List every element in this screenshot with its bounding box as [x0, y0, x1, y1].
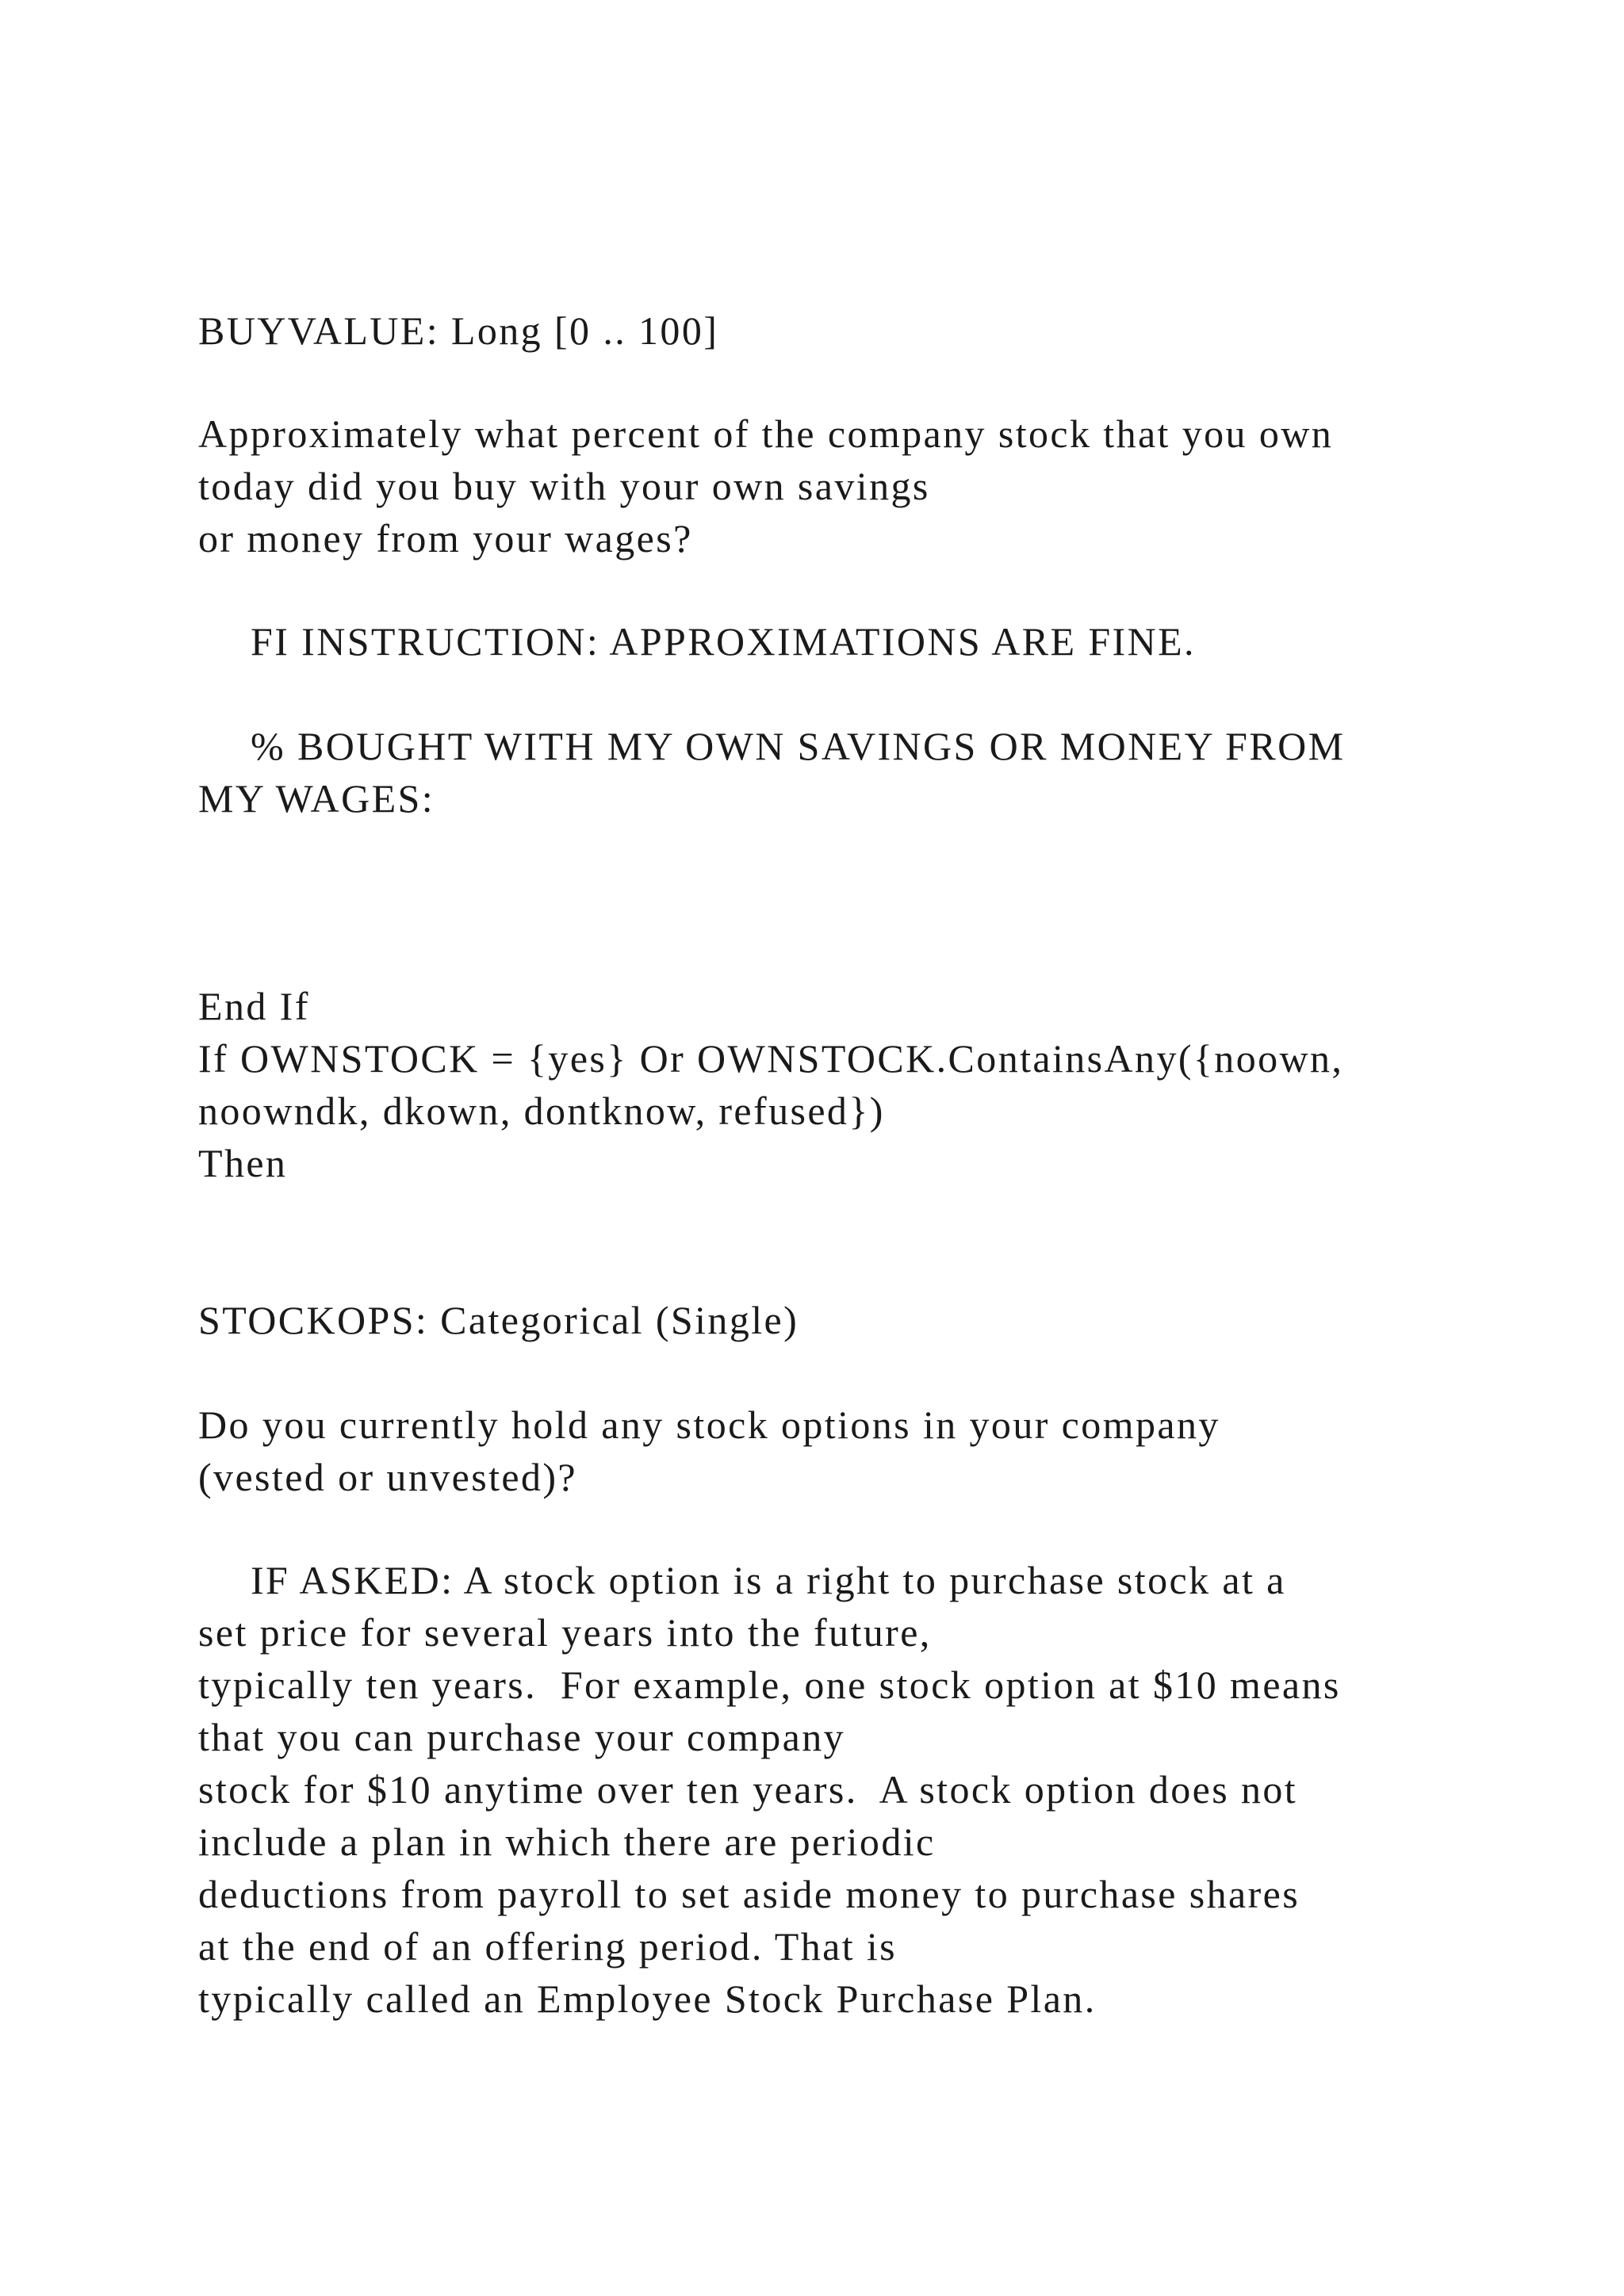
logic-then: Then [198, 1141, 288, 1185]
response-label-line: MY WAGES: [198, 776, 435, 821]
if-asked-note-line: set price for several years into the future, [198, 1610, 932, 1655]
logic-condition-line: noowndk, dkown, dontknow, refused}) [198, 1089, 885, 1133]
question-text-line: Approximately what percent of the company stock that you own [198, 411, 1334, 456]
question-text-line: today did you buy with your own savings [198, 464, 930, 508]
question-header-stockops: STOCKOPS: Categorical (Single) [198, 1298, 799, 1342]
if-asked-note-line: that you can purchase your company [198, 1715, 846, 1759]
question-text-line: (vested or unvested)? [198, 1455, 578, 1499]
if-asked-note-line: typically ten years. For example, one stock option at $10 means [198, 1663, 1341, 1707]
question-text-line: or money from your wages? [198, 516, 693, 561]
if-asked-note-line: deductions from payroll to set aside money to purchase shares [198, 1872, 1300, 1916]
question-text-line: Do you currently hold any stock options in your company [198, 1402, 1220, 1447]
logic-condition-line: If OWNSTOCK = {yes} Or OWNSTOCK.ContainsAny({noown, [198, 1036, 1344, 1081]
interviewer-instruction: FI INSTRUCTION: APPROXIMATIONS ARE FINE. [251, 619, 1196, 664]
if-asked-note-line: at the end of an offering period. That is [198, 1924, 898, 1969]
response-label-line: % BOUGHT WITH MY OWN SAVINGS OR MONEY FROM [251, 724, 1346, 768]
logic-end-if: End If [198, 984, 310, 1028]
if-asked-note-line: typically called an Employee Stock Purchase Plan. [198, 1976, 1097, 2021]
if-asked-note-line: include a plan in which there are periodic [198, 1820, 936, 1864]
question-header-buyvalue: BUYVALUE: Long [0 .. 100] [198, 308, 719, 353]
if-asked-note-line: IF ASKED: A stock option is a right to purchase stock at a [251, 1558, 1286, 1602]
if-asked-note-line: stock for $10 anytime over ten years. A stock option does not [198, 1767, 1298, 1812]
